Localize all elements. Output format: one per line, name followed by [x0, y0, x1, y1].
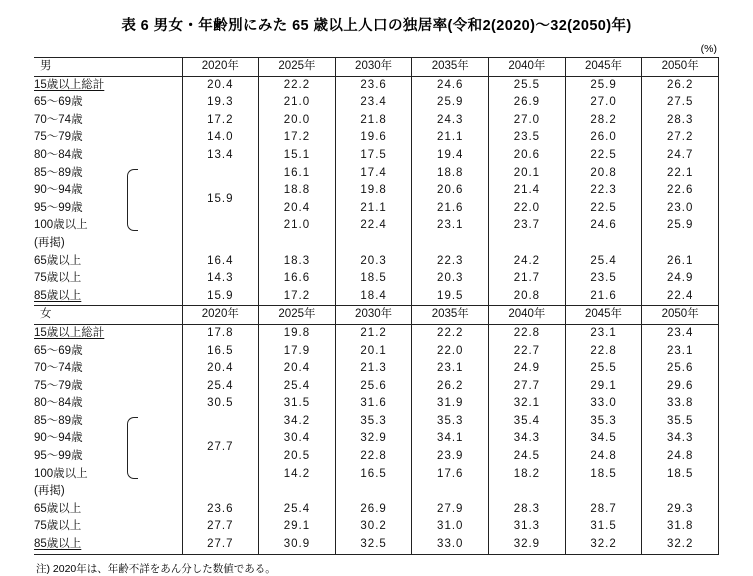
data-cell: 23.6	[335, 76, 412, 94]
statistics-table	[34, 57, 719, 555]
data-cell: 25.9	[642, 217, 719, 235]
row-label: 65歳以上	[34, 502, 82, 515]
table-title: 表 6 男女・年齢別にみた 65 歳以上人口の独居率(令和2(2020)～32(2050)年)	[121, 18, 632, 34]
row-label: (再掲)	[34, 485, 65, 498]
data-cell: 32.9	[335, 430, 412, 448]
group-brace	[127, 169, 138, 231]
data-cell: 17.2	[259, 129, 336, 147]
data-cell: 30.9	[259, 536, 336, 554]
data-cell: 19.3	[182, 94, 259, 112]
data-cell: 34.5	[565, 430, 642, 448]
data-cell: 24.5	[489, 448, 566, 466]
data-cell: 22.3	[565, 182, 642, 200]
data-cell: 34.3	[489, 430, 566, 448]
group-value: 15.9	[207, 192, 234, 205]
data-cell: 20.4	[259, 360, 336, 378]
data-cell: 25.5	[565, 360, 642, 378]
data-cell: 20.4	[182, 76, 259, 94]
data-cell: 14.3	[182, 270, 259, 288]
data-cell: 24.2	[489, 253, 566, 271]
table-row	[34, 483, 719, 501]
column-header: 2020年	[182, 58, 259, 77]
row-label: 70～74歳	[34, 362, 83, 375]
data-cell: 33.0	[412, 536, 489, 554]
data-cell: 21.6	[565, 288, 642, 306]
data-cell: 23.1	[565, 324, 642, 342]
data-cell	[565, 235, 642, 253]
data-cell: 27.0	[565, 94, 642, 112]
table-row	[34, 288, 719, 306]
table-row	[34, 147, 719, 165]
data-cell: 25.4	[182, 378, 259, 396]
data-cell: 26.9	[489, 94, 566, 112]
data-cell: 18.5	[565, 466, 642, 484]
data-cell: 31.3	[489, 518, 566, 536]
data-cell: 33.0	[565, 395, 642, 413]
data-cell: 29.3	[642, 501, 719, 519]
data-cell: 28.7	[565, 501, 642, 519]
data-cell: 27.9	[412, 501, 489, 519]
data-cell: 28.3	[489, 501, 566, 519]
data-cell: 26.0	[565, 129, 642, 147]
data-cell: 27.5	[642, 94, 719, 112]
data-cell: 22.7	[489, 343, 566, 361]
group-value: 27.7	[207, 441, 234, 454]
row-label: 65～69歳	[34, 96, 83, 109]
row-label: 70～74歳	[34, 113, 83, 126]
data-cell: 25.4	[259, 501, 336, 519]
data-cell: 17.9	[259, 343, 336, 361]
row-label: 100歳以上	[34, 467, 88, 480]
data-cell: 27.7	[182, 518, 259, 536]
data-cell: 23.7	[489, 217, 566, 235]
column-header: 2045年	[565, 58, 642, 77]
table-row	[34, 360, 719, 378]
table-row	[34, 112, 719, 130]
data-cell: 22.6	[642, 182, 719, 200]
data-cell: 21.0	[259, 217, 336, 235]
data-cell: 24.8	[565, 448, 642, 466]
table-row	[34, 270, 719, 288]
data-cell	[259, 235, 336, 253]
data-cell: 17.4	[335, 165, 412, 183]
section-header-label: 男	[40, 60, 52, 72]
data-cell: 22.0	[489, 200, 566, 218]
data-cell: 25.6	[642, 360, 719, 378]
data-cell: 31.0	[412, 518, 489, 536]
table-row	[34, 413, 719, 431]
data-cell: 21.7	[489, 270, 566, 288]
data-cell: 26.9	[335, 501, 412, 519]
data-cell: 19.8	[259, 324, 336, 342]
table-row	[34, 343, 719, 361]
row-label: 85～89歳	[34, 166, 83, 179]
data-cell: 23.4	[335, 94, 412, 112]
data-cell: 29.6	[642, 378, 719, 396]
data-cell: 32.1	[489, 395, 566, 413]
data-cell: 24.3	[412, 112, 489, 130]
table-row	[34, 518, 719, 536]
data-cell: 27.0	[489, 112, 566, 130]
data-cell: 22.5	[565, 200, 642, 218]
data-cell: 18.5	[335, 270, 412, 288]
data-cell: 20.6	[489, 147, 566, 165]
data-cell: 35.4	[489, 413, 566, 431]
row-label: (再掲)	[34, 236, 65, 249]
data-cell: 19.6	[335, 129, 412, 147]
data-cell: 23.5	[489, 129, 566, 147]
column-header: 2035年	[412, 58, 489, 77]
data-cell: 18.2	[489, 466, 566, 484]
data-cell: 21.1	[412, 129, 489, 147]
table-row	[34, 324, 719, 342]
data-cell: 22.2	[412, 324, 489, 342]
data-cell: 22.2	[259, 76, 336, 94]
data-cell: 22.1	[642, 165, 719, 183]
data-cell	[335, 483, 412, 501]
unit-label: (%)	[700, 43, 717, 55]
data-cell: 23.0	[642, 200, 719, 218]
data-cell: 20.6	[412, 182, 489, 200]
data-cell	[182, 235, 259, 253]
row-label: 80～84歳	[34, 397, 83, 410]
data-cell: 17.8	[182, 324, 259, 342]
data-cell: 21.3	[335, 360, 412, 378]
data-cell: 18.3	[259, 253, 336, 271]
data-cell: 23.6	[182, 501, 259, 519]
data-cell: 23.1	[412, 217, 489, 235]
row-label: 15歳以上総計	[34, 78, 105, 91]
data-cell: 19.8	[335, 182, 412, 200]
data-cell	[642, 483, 719, 501]
row-label: 95～99歳	[34, 201, 83, 214]
data-cell: 24.9	[642, 270, 719, 288]
data-cell	[642, 235, 719, 253]
data-cell: 21.6	[412, 200, 489, 218]
data-cell: 26.1	[642, 253, 719, 271]
table-row	[34, 165, 719, 183]
data-cell: 35.5	[642, 413, 719, 431]
data-cell: 17.5	[335, 147, 412, 165]
data-cell: 13.4	[182, 147, 259, 165]
data-cell: 18.8	[259, 182, 336, 200]
data-cell: 20.4	[259, 200, 336, 218]
data-cell: 16.5	[335, 466, 412, 484]
row-label: 100歳以上	[34, 219, 88, 232]
data-cell	[412, 483, 489, 501]
data-cell: 25.9	[565, 76, 642, 94]
data-cell: 24.7	[642, 147, 719, 165]
data-cell: 22.8	[335, 448, 412, 466]
data-cell: 28.3	[642, 112, 719, 130]
column-header: 2035年	[412, 306, 489, 325]
table-row	[34, 94, 719, 112]
data-cell: 22.0	[412, 343, 489, 361]
data-cell: 20.4	[182, 360, 259, 378]
data-cell: 31.9	[412, 395, 489, 413]
data-cell: 15.9	[182, 288, 259, 306]
data-cell: 20.1	[335, 343, 412, 361]
data-cell: 21.0	[259, 94, 336, 112]
data-cell: 20.8	[565, 165, 642, 183]
column-header: 2025年	[259, 306, 336, 325]
data-cell: 31.6	[335, 395, 412, 413]
group-brace	[127, 417, 138, 479]
column-header: 2050年	[642, 306, 719, 325]
data-cell: 25.4	[259, 378, 336, 396]
section-header-row	[34, 306, 719, 325]
table-row	[34, 129, 719, 147]
data-cell: 17.6	[412, 466, 489, 484]
data-cell: 23.5	[565, 270, 642, 288]
data-cell: 32.9	[489, 536, 566, 554]
data-cell: 21.1	[335, 200, 412, 218]
data-cell: 25.9	[412, 94, 489, 112]
data-cell: 18.4	[335, 288, 412, 306]
data-cell: 17.2	[182, 112, 259, 130]
data-cell	[259, 483, 336, 501]
column-header: 2040年	[489, 58, 566, 77]
data-cell: 24.9	[489, 360, 566, 378]
data-cell: 31.5	[565, 518, 642, 536]
row-label: 85～89歳	[34, 414, 83, 427]
data-cell: 29.1	[259, 518, 336, 536]
data-cell: 22.4	[335, 217, 412, 235]
data-cell: 20.5	[259, 448, 336, 466]
data-cell: 25.5	[489, 76, 566, 94]
data-cell: 32.2	[642, 536, 719, 554]
data-cell: 25.4	[565, 253, 642, 271]
row-label: 65～69歳	[34, 344, 83, 357]
data-cell: 34.1	[412, 430, 489, 448]
data-cell: 15.1	[259, 147, 336, 165]
data-cell: 31.5	[259, 395, 336, 413]
data-cell: 29.1	[565, 378, 642, 396]
data-cell: 19.5	[412, 288, 489, 306]
data-cell: 14.0	[182, 129, 259, 147]
table-row	[34, 76, 719, 94]
row-label: 80～84歳	[34, 148, 83, 161]
data-cell	[182, 483, 259, 501]
data-cell: 21.8	[335, 112, 412, 130]
row-label: 95～99歳	[34, 450, 83, 463]
data-cell: 25.6	[335, 378, 412, 396]
data-cell: 30.4	[259, 430, 336, 448]
column-header: 2050年	[642, 58, 719, 77]
row-label: 15歳以上総計	[34, 326, 105, 339]
table-row	[34, 378, 719, 396]
data-cell: 22.4	[642, 288, 719, 306]
data-cell	[335, 235, 412, 253]
data-cell: 22.8	[489, 324, 566, 342]
data-cell: 16.5	[182, 343, 259, 361]
data-cell: 35.3	[335, 413, 412, 431]
data-cell: 35.3	[412, 413, 489, 431]
data-cell: 18.5	[642, 466, 719, 484]
data-cell: 27.7	[182, 536, 259, 554]
data-cell: 24.6	[412, 76, 489, 94]
data-cell: 31.8	[642, 518, 719, 536]
data-cell: 18.8	[412, 165, 489, 183]
data-cell	[489, 235, 566, 253]
column-header: 2025年	[259, 58, 336, 77]
data-cell: 33.8	[642, 395, 719, 413]
table-note: 注) 2020年は、年齢不詳をあん分した数値である。	[36, 562, 276, 575]
data-cell: 17.2	[259, 288, 336, 306]
row-label: 75～79歳	[34, 379, 83, 392]
data-cell: 23.9	[412, 448, 489, 466]
column-header: 2045年	[565, 306, 642, 325]
column-header: 2030年	[335, 58, 412, 77]
section-header-label: 女	[40, 308, 52, 321]
data-cell: 24.6	[565, 217, 642, 235]
data-cell: 23.1	[642, 343, 719, 361]
data-cell: 32.2	[565, 536, 642, 554]
data-cell: 23.1	[412, 360, 489, 378]
row-label: 90～94歳	[34, 432, 83, 445]
data-cell	[489, 483, 566, 501]
row-label: 75歳以上	[34, 272, 82, 285]
data-cell: 22.5	[565, 147, 642, 165]
data-cell: 21.4	[489, 182, 566, 200]
column-header: 2020年	[182, 306, 259, 325]
data-cell: 28.2	[565, 112, 642, 130]
data-cell: 22.3	[412, 253, 489, 271]
row-label: 90～94歳	[34, 184, 83, 197]
table-row	[34, 253, 719, 271]
data-cell: 22.8	[565, 343, 642, 361]
data-cell: 34.3	[642, 430, 719, 448]
data-cell: 30.5	[182, 395, 259, 413]
data-cell: 34.2	[259, 413, 336, 431]
data-cell: 23.4	[642, 324, 719, 342]
row-label: 85歳以上	[34, 538, 82, 551]
data-cell: 16.1	[259, 165, 336, 183]
data-cell: 27.2	[642, 129, 719, 147]
grouped-value-cell	[182, 413, 259, 483]
data-cell: 26.2	[412, 378, 489, 396]
table-row	[34, 501, 719, 519]
data-cell: 20.8	[489, 288, 566, 306]
data-cell: 32.5	[335, 536, 412, 554]
data-cell	[565, 483, 642, 501]
data-cell: 35.3	[565, 413, 642, 431]
column-header: 2040年	[489, 306, 566, 325]
data-cell: 20.3	[335, 253, 412, 271]
data-cell: 20.1	[489, 165, 566, 183]
data-cell: 27.7	[489, 378, 566, 396]
data-cell: 16.4	[182, 253, 259, 271]
grouped-value-cell	[182, 165, 259, 235]
data-cell: 19.4	[412, 147, 489, 165]
data-cell: 20.0	[259, 112, 336, 130]
data-cell: 30.2	[335, 518, 412, 536]
data-cell: 14.2	[259, 466, 336, 484]
row-label: 85歳以上	[34, 289, 82, 302]
data-cell: 16.6	[259, 270, 336, 288]
row-label: 75歳以上	[34, 520, 82, 533]
column-header: 2030年	[335, 306, 412, 325]
row-label: 65歳以上	[34, 254, 82, 267]
data-cell: 20.3	[412, 270, 489, 288]
table-row	[34, 536, 719, 554]
data-cell: 26.2	[642, 76, 719, 94]
data-cell	[412, 235, 489, 253]
table-row	[34, 395, 719, 413]
row-label: 75～79歳	[34, 131, 83, 144]
section-header-row	[34, 58, 719, 77]
table-row	[34, 235, 719, 253]
data-cell: 21.2	[335, 324, 412, 342]
data-cell: 24.8	[642, 448, 719, 466]
